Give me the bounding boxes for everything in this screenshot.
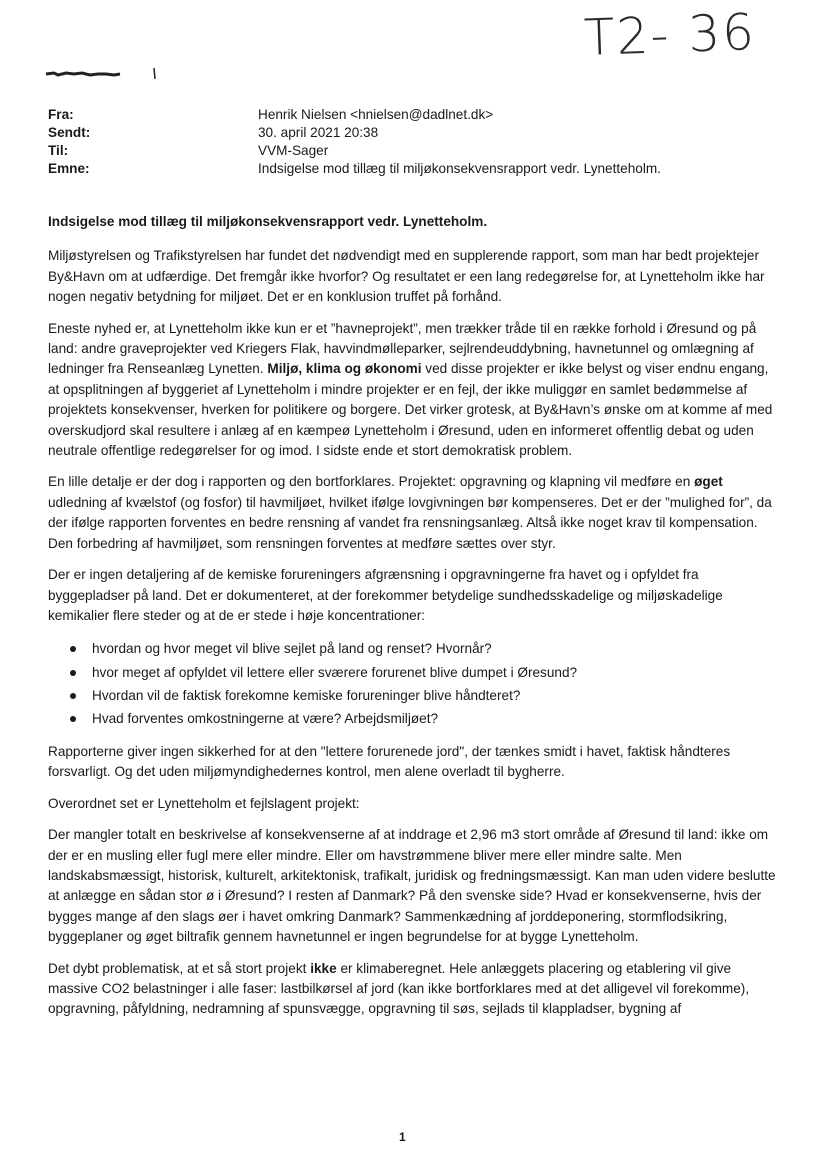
paragraph-4: Der er ingen detaljering af de kemiske forureningers afgrænsning i opgravningerne fra havet og i opfyldet fra byggepladser på land. Det er dokumenteret, at der forekommer betydelige sundhedsskadelige og miljøskadelige kemikalier flere steder og at de er stede i høje koncentrationer: <box>48 567 723 623</box>
paragraph-3-part-b: udledning af kvælstof (og fosfor) til havmiljøet, hvilket ifølge lovgivningen bør kompenseres. Det er der ”mulighed for”, da der ifølge rapporten forventes en bedre rensning af vandet fra rensningsanlæg. Altså ikke noget krav til kompensation. Den forbedring af havmiljøet, som rensningen forventes at medføre sættes over styr. <box>48 494 772 551</box>
paragraph-2-part-a: Eneste nyhed er, at Lynetteholm ikke kun er et ”havneprojekt”, men trækker tråde til en række forhold i Øresund og på land: andre graveprojekter ved Kriegers Flak, havvindmølleparker, sejlrendeuddybning, havnetunnel og omlægning af ledninger fra Renseanlæg Lynetten. <box>48 320 757 377</box>
paragraph-3 <box>48 472 782 554</box>
paragraph-3-bold: øget <box>694 474 723 490</box>
list-item: hvordan og hvor meget vil blive sejlet på land og renset? Hvornår? <box>48 637 782 660</box>
to-row <box>48 142 778 160</box>
list-item: Hvordan vil de faktisk forekomne kemiske forureninger blive håndteret? <box>48 684 782 707</box>
question-list <box>48 637 782 731</box>
paragraph-8-bold: ikke <box>310 960 337 976</box>
paragraph-3-part-a: En lille detalje er der dog i rapporten og den bortforklares. Projektet: opgravning og klapning vil medføre en <box>48 474 691 490</box>
paragraph-2-part-b: ved disse projekter er ikke belyst og viser endnu engang, at opsplitningen af byggeriet af Lynetteholm i mindre projekter er en fejl, der ikke muliggør en samlet bedømmelse af projektets konsekvenser, hverken for politikere og borgere. Det virker grotesk, at By&Havn’s ønske om at komme af med overskudjord skal resultere i anlæg af en kæmpeø Lynetteholm i Øresund, uden en informeret offentlig debat og uden neutrale offentlige redegørelser for og imod. I sidste ende et stort demokratisk problem. <box>48 361 773 459</box>
subject-label: Emne: <box>48 161 90 176</box>
from-value: Henrik Nielsen <hnielsen@dadlnet.dk> <box>258 107 494 122</box>
handwritten-stamp: T2- 36 <box>583 3 757 67</box>
sent-value: 30. april 2021 20:38 <box>258 125 379 140</box>
paragraph-2 <box>48 319 782 462</box>
from-label: Fra: <box>48 107 74 122</box>
to-value: VVM-Sager <box>258 143 329 158</box>
paragraph-6: Overordnet set er Lynetteholm et fejlslagent projekt: <box>48 795 360 811</box>
sent-row <box>48 124 778 142</box>
paragraph-1: Miljøstyrelsen og Trafikstyrelsen har fundet det nødvendigt med en supplerende rapport, som man har bedt projektejer By&Havn om at udfærdige. Det fremgår ikke hvorfor? Og resultatet er een lang redegørelse for, at Lynetteholm ikke har nogen negativ betydning for miljøet. Det er en konklusion truffet på forhånd. <box>48 248 765 305</box>
paragraph-8-part-a: Det dybt problematisk, at et så stort projekt <box>48 960 307 976</box>
from-row <box>48 106 778 124</box>
subject-heading: Indsigelse mod tillæg til miljøkonsekvensrapport vedr. Lynetteholm. <box>48 214 488 229</box>
email-header <box>48 106 778 178</box>
redacted-sender-name <box>44 66 164 80</box>
sent-label: Sendt: <box>48 125 91 140</box>
paragraph-8 <box>48 959 782 1020</box>
paragraph-2-bold: Miljø, klima og økonomi <box>267 361 422 377</box>
email-body <box>48 212 782 1031</box>
paragraph-7: Der mangler totalt en beskrivelse af konsekvenserne af at inddrage et 2,96 m3 stort område af Øresund til land: ikke om der er en musling eller fugl mere eller mindre. Eller om havstrømmene bliver mere eller mindre salte. Men landskabsmæssigt, historisk, kulturelt, arkitektonisk, trafikalt, juridisk og fredningsmæssigt. Kan man uden videre beslutte at anlægge en sådan stor ø i Øresund? I resten af Danmark? På den svenske side? Hvad er konsekvenserne, hvis der bygges mange af den slags øer i havet omkring Danmark? Sammenkædning af jorddeponering, stormflodsikring, byggeplaner og øget biltrafik gennem havnetunnel er ingen begrundelse for at bygge Lynetteholm. <box>48 827 776 945</box>
list-item: hvor meget af opfyldet vil lettere eller sværere forurenet blive dumpet i Øresund? <box>48 661 782 684</box>
page-number: 1 <box>399 1130 406 1144</box>
paragraph-5: Rapporterne giver ingen sikkerhed for at den "lettere forurenede jord", der tænkes smidt i havet, faktisk håndteres forsvarligt. Og det uden miljømyndighedernes kontrol, men alene overladt til bygherre. <box>48 743 731 780</box>
list-item: Hvad forventes omkostningerne at være? Arbejdsmiljøet? <box>48 707 782 730</box>
to-label: Til: <box>48 143 69 158</box>
subject-value: Indsigelse mod tillæg til miljøkonsekvensrapport vedr. Lynetteholm. <box>258 161 661 176</box>
paragraph-8-part-b: er klimaberegnet. Hele anlæggets placering og etablering vil give massive CO2 belastninger i alle faser: lastbilkørsel af jord (kan ikke bortforklares med at det alligevel vil forekomme), opgravning, påfyldning, nedramning af spunsvægge, opgravning til søs, sejlads til klappladser, bygning af <box>48 960 750 1017</box>
subject-row <box>48 160 778 178</box>
